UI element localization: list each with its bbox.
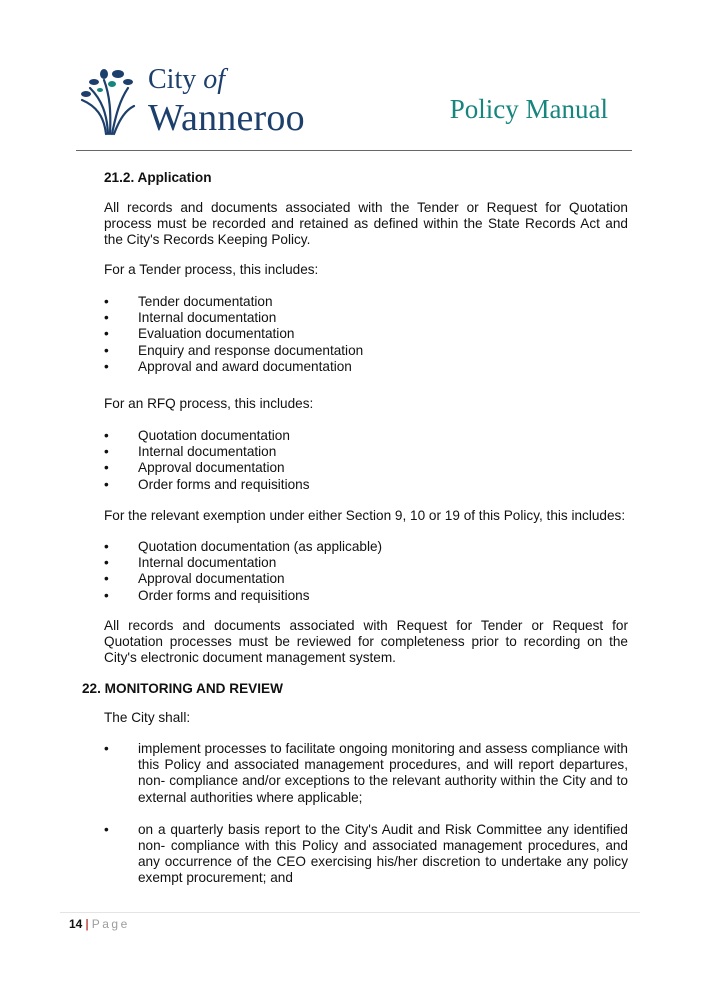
logo-city-text: City of — [148, 64, 226, 95]
section-21-2-heading: 21.2. Application — [104, 170, 212, 185]
section-21-2-intro: All records and documents associated with the Tender or Request for Quotation process must be recorded and retained as defined within the State Records Act and the City's Records Keeping Policy. — [104, 200, 628, 248]
city-logo — [76, 62, 326, 139]
section-22-list — [104, 741, 628, 887]
page-footer — [69, 917, 130, 931]
tender-lead: For a Tender process, this includes: — [104, 262, 319, 277]
list-item: • Evaluation documentation — [104, 326, 295, 342]
exempt-list — [104, 539, 628, 604]
footer-divider — [60, 912, 640, 913]
section-21-2-closing: All records and documents associated with Request for Tender or Request for Quotation processes must be reviewed for completeness prior to recording on the City's electronic document management system. — [104, 618, 628, 666]
list-item: • Approval documentation — [104, 460, 285, 476]
list-item: • Order forms and requisitions — [104, 587, 310, 603]
footer-separator: | — [85, 917, 89, 931]
list-item: • Tender documentation — [104, 294, 273, 309]
page-label: Page — [91, 917, 130, 931]
list-item: • Internal documentation — [104, 555, 277, 571]
palm-emblem-icon — [76, 66, 136, 136]
rfq-list — [104, 428, 628, 493]
list-item: • Internal documentation — [104, 444, 277, 460]
logo-name-text: Wanneroo — [148, 97, 305, 139]
document-title: Policy Manual — [449, 94, 608, 124]
list-item: • Quotation documentation (as applicable) — [104, 539, 383, 554]
section-22-heading: 22. MONITORING AND REVIEW — [82, 681, 283, 696]
list-item: • implement processes to facilitate ongoing monitoring and assess compliance with this Policy and associated management procedures, and will report departures, non- compliance and/or exceptions to the relevant authority within the City and to external authorities where applicable; — [104, 741, 628, 805]
page-number: 14 — [69, 917, 83, 931]
section-22-lead: The City shall: — [104, 710, 191, 725]
list-item: • Order forms and requisitions — [104, 476, 310, 492]
tender-list — [104, 294, 628, 375]
exempt-lead: For the relevant exemption under either Section 9, 10 or 19 of this Policy, this includes: — [104, 508, 626, 523]
rfq-lead: For an RFQ process, this includes: — [104, 396, 314, 411]
list-item: • Quotation documentation — [104, 428, 290, 443]
header-divider — [76, 150, 632, 151]
list-item: • on a quarterly basis report to the City's Audit and Risk Committee any identified non- compliance with this Policy and associated management procedures, and any occurrence of the CEO exercising his/her discretion to undertake any policy exempt procurement; and — [104, 821, 628, 886]
list-item: • Approval and award documentation — [104, 358, 352, 374]
list-item: • Internal documentation — [104, 310, 277, 326]
list-item: • Enquiry and response documentation — [104, 342, 364, 358]
list-item: • Approval documentation — [104, 571, 285, 587]
